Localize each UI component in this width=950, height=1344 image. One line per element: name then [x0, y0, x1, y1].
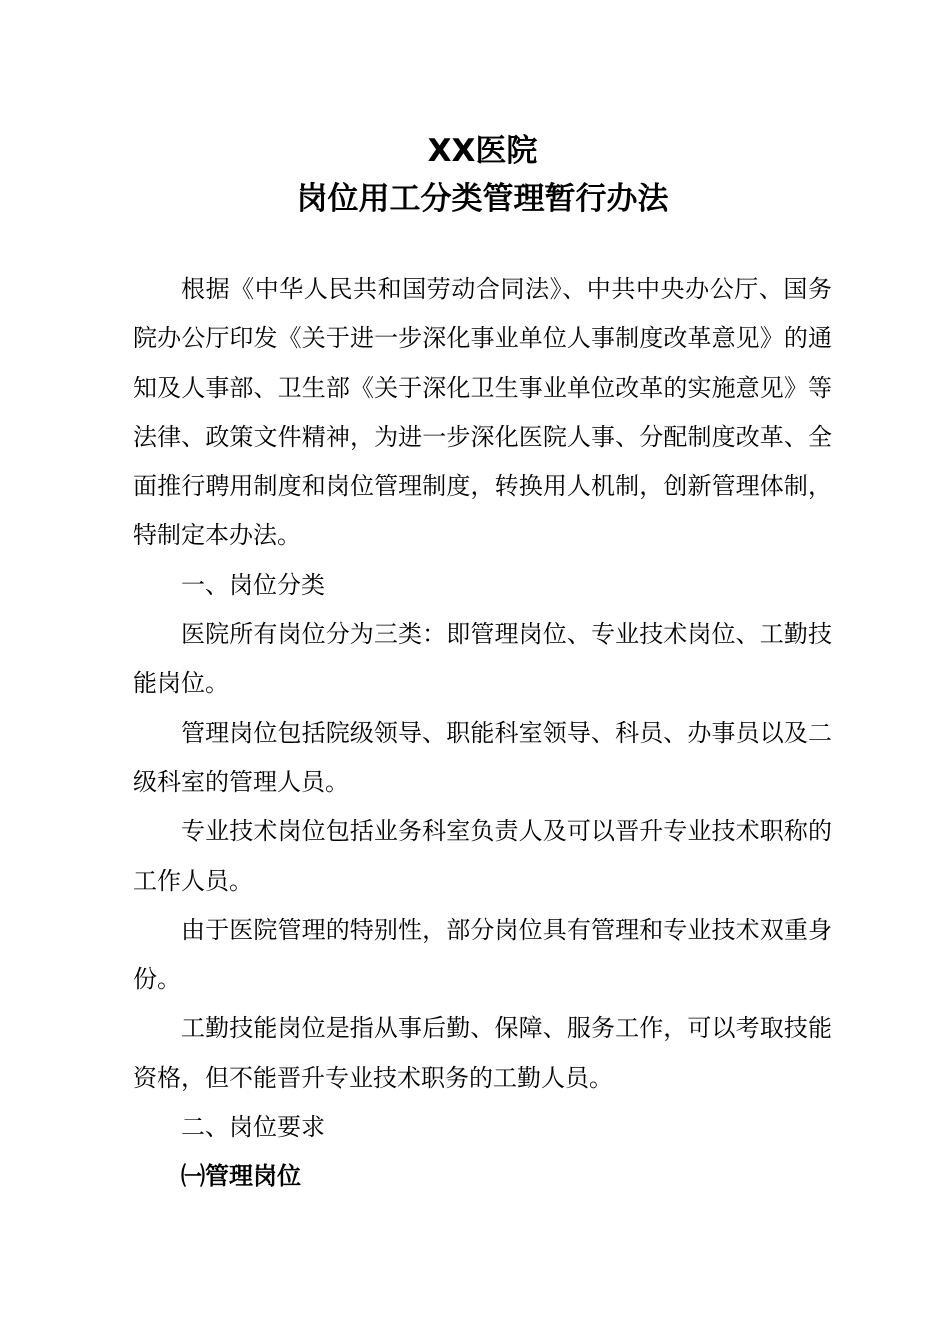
paragraph-management-positions: 管理岗位包括院级领导、职能科室领导、科员、办事员以及二级科室的管理人员。 [133, 718, 832, 796]
paragraph-service-positions: 工勤技能岗位是指从事后勤、保障、服务工作，可以考取技能资格，但不能晋升专业技术职务的工勤人员。 [133, 1014, 832, 1092]
title-regulation-name: 岗位用工分类管理暂行办法 [296, 181, 669, 217]
document-title [133, 0, 832, 223]
paragraph-dual-identity: 由于医院管理的特别性，部分岗位具有管理和专业技术双重身份。 [133, 915, 832, 994]
title-hospital-name: XX医院 [427, 133, 538, 169]
section-heading-position-classification: 一、岗位分类 [181, 570, 325, 599]
paragraph-technical-positions: 专业技术岗位包括业务科室负责人及可以晋升专业技术职称的工作人员。 [133, 817, 832, 895]
subsection-heading-management-positions: ㈠管理岗位 [181, 1162, 301, 1191]
section-heading-position-requirements: 二、岗位要求 [181, 1113, 325, 1142]
paragraph-preamble: 根据《中华人民共和国劳动合同法》、中共中央办公厅、国务院办公厅印发《关于进一步深化事业单位人事制度改革意见》的通知及人事部、卫生部《关于深化卫生事业单位改革的实施意见》等法律、政策文件精神，为进一步深化医院人事、分配制度改革、全面推行聘用制度和岗位管理制度，转换用人机制，创新管理体制，特制定本办法。 [133, 275, 832, 550]
paragraph-three-categories: 医院所有岗位分为三类：即管理岗位、专业技术岗位、工勤技能岗位。 [133, 620, 832, 698]
